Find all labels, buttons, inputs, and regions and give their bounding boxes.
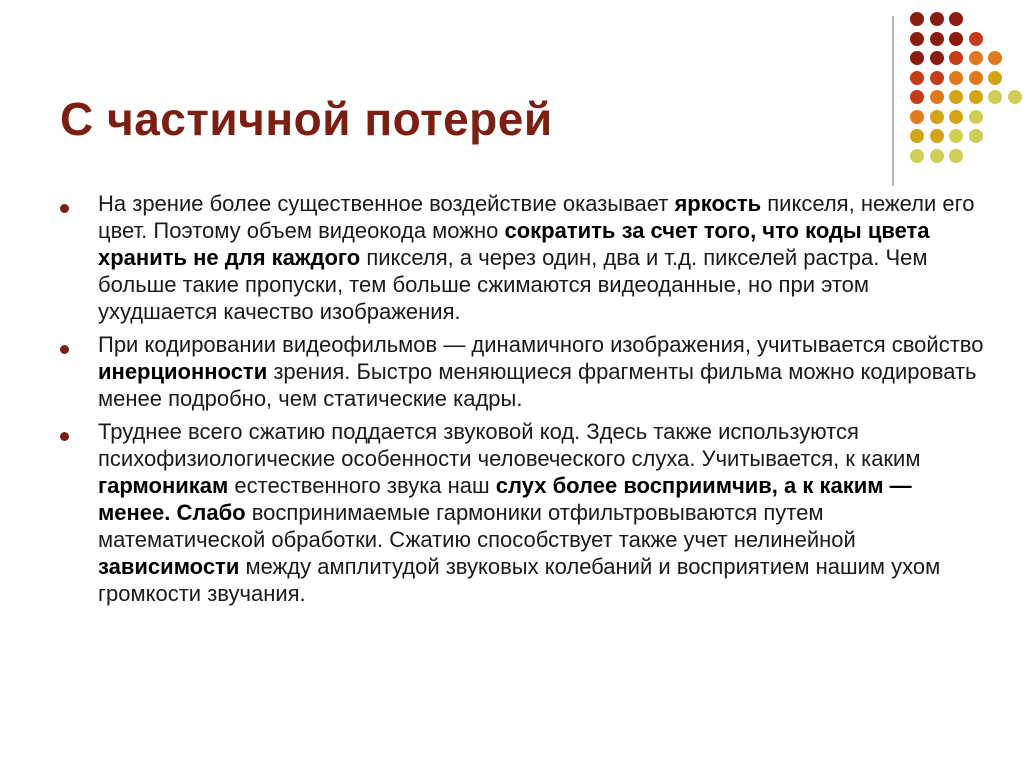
decorative-dot	[949, 12, 963, 26]
decorative-dot	[949, 149, 963, 163]
bullet-text-segment: между амплитудой звуковых колебаний и восприятием нашим ухом громкости звучания.	[98, 554, 941, 606]
decorative-dot	[949, 71, 963, 85]
decorative-dot	[949, 32, 963, 46]
bullet-marker	[60, 432, 69, 441]
bullet-text-emphasis: зависимости	[98, 554, 240, 579]
bullet-text-segment: Труднее всего сжатию поддается звуковой код. Здесь также используются психофизиологические особенности человеческого слуха. Учитывается, к каким	[98, 419, 921, 471]
title-divider	[892, 16, 894, 186]
decorative-dot	[930, 129, 944, 143]
bullet-text-emphasis: инерционности	[98, 359, 268, 384]
decorative-dot	[910, 32, 924, 46]
decorative-dot	[910, 71, 924, 85]
bullet-text-emphasis: сократить за счет того, что коды цвета хранить не для каждого	[98, 218, 930, 270]
bullet-text-segment: На зрение более существенное воздействие оказывает	[98, 191, 675, 216]
decorative-dot	[949, 51, 963, 65]
decorative-dot	[949, 110, 963, 124]
decorative-dot	[910, 90, 924, 104]
decorative-dot	[969, 71, 983, 85]
decorative-dot	[930, 110, 944, 124]
bullet-text	[98, 331, 990, 412]
decorative-dot	[988, 90, 1002, 104]
bullet-marker	[60, 204, 69, 213]
decorative-dot	[949, 90, 963, 104]
bullet-text	[98, 418, 990, 607]
decorative-dot	[910, 51, 924, 65]
decorative-dot	[988, 51, 1002, 65]
decorative-dot-grid	[910, 12, 1020, 172]
bullet-text-segment: зрения. Быстро меняющиеся фрагменты фильма можно кодировать менее подробно, чем статические кадры.	[98, 359, 977, 411]
bullet-text-segment: воспринимаемые гармоники отфильтровываются путем математической обработки. Сжатию способствует также учет нелинейной	[98, 500, 856, 552]
slide-title: С частичной потерей	[60, 93, 553, 145]
bullet-text-emphasis: гармоникам	[98, 473, 229, 498]
decorative-dot	[969, 110, 983, 124]
decorative-dot	[930, 12, 944, 26]
bullet-text-segment: При кодировании видеофильмов — динамичного изображения, учитывается свойство	[98, 332, 984, 357]
bullet-list	[60, 190, 990, 613]
decorative-dot	[969, 32, 983, 46]
bullet-item	[60, 190, 990, 325]
decorative-dot	[930, 90, 944, 104]
decorative-dot	[930, 51, 944, 65]
decorative-dot	[910, 129, 924, 143]
decorative-dot	[969, 51, 983, 65]
bullet-text-segment: естественного звука наш	[228, 473, 496, 498]
decorative-dot	[930, 32, 944, 46]
bullet-text-emphasis: слух более восприимчив, а к каким — менее. Слабо	[98, 473, 912, 525]
decorative-dot	[969, 90, 983, 104]
decorative-dot	[1008, 90, 1022, 104]
bullet-text-emphasis: яркость	[674, 191, 762, 216]
bullet-text-segment: пикселя, а через один, два и т.д. пикселей растра. Чем больше такие пропуски, тем больше сжимаются видеоданные, но при этом ухудшается качество изображения.	[98, 245, 928, 324]
decorative-dot	[910, 110, 924, 124]
bullet-text	[98, 190, 990, 325]
decorative-dot	[949, 129, 963, 143]
decorative-dot	[930, 149, 944, 163]
bullet-marker	[60, 345, 69, 354]
decorative-dot	[988, 71, 1002, 85]
decorative-dot	[910, 149, 924, 163]
bullet-text-segment: пикселя, нежели его цвет. Поэтому объем видеокода можно	[98, 191, 975, 243]
decorative-dot	[930, 71, 944, 85]
decorative-dot	[910, 12, 924, 26]
decorative-dot	[969, 129, 983, 143]
bullet-item	[60, 331, 990, 412]
bullet-item	[60, 418, 990, 607]
